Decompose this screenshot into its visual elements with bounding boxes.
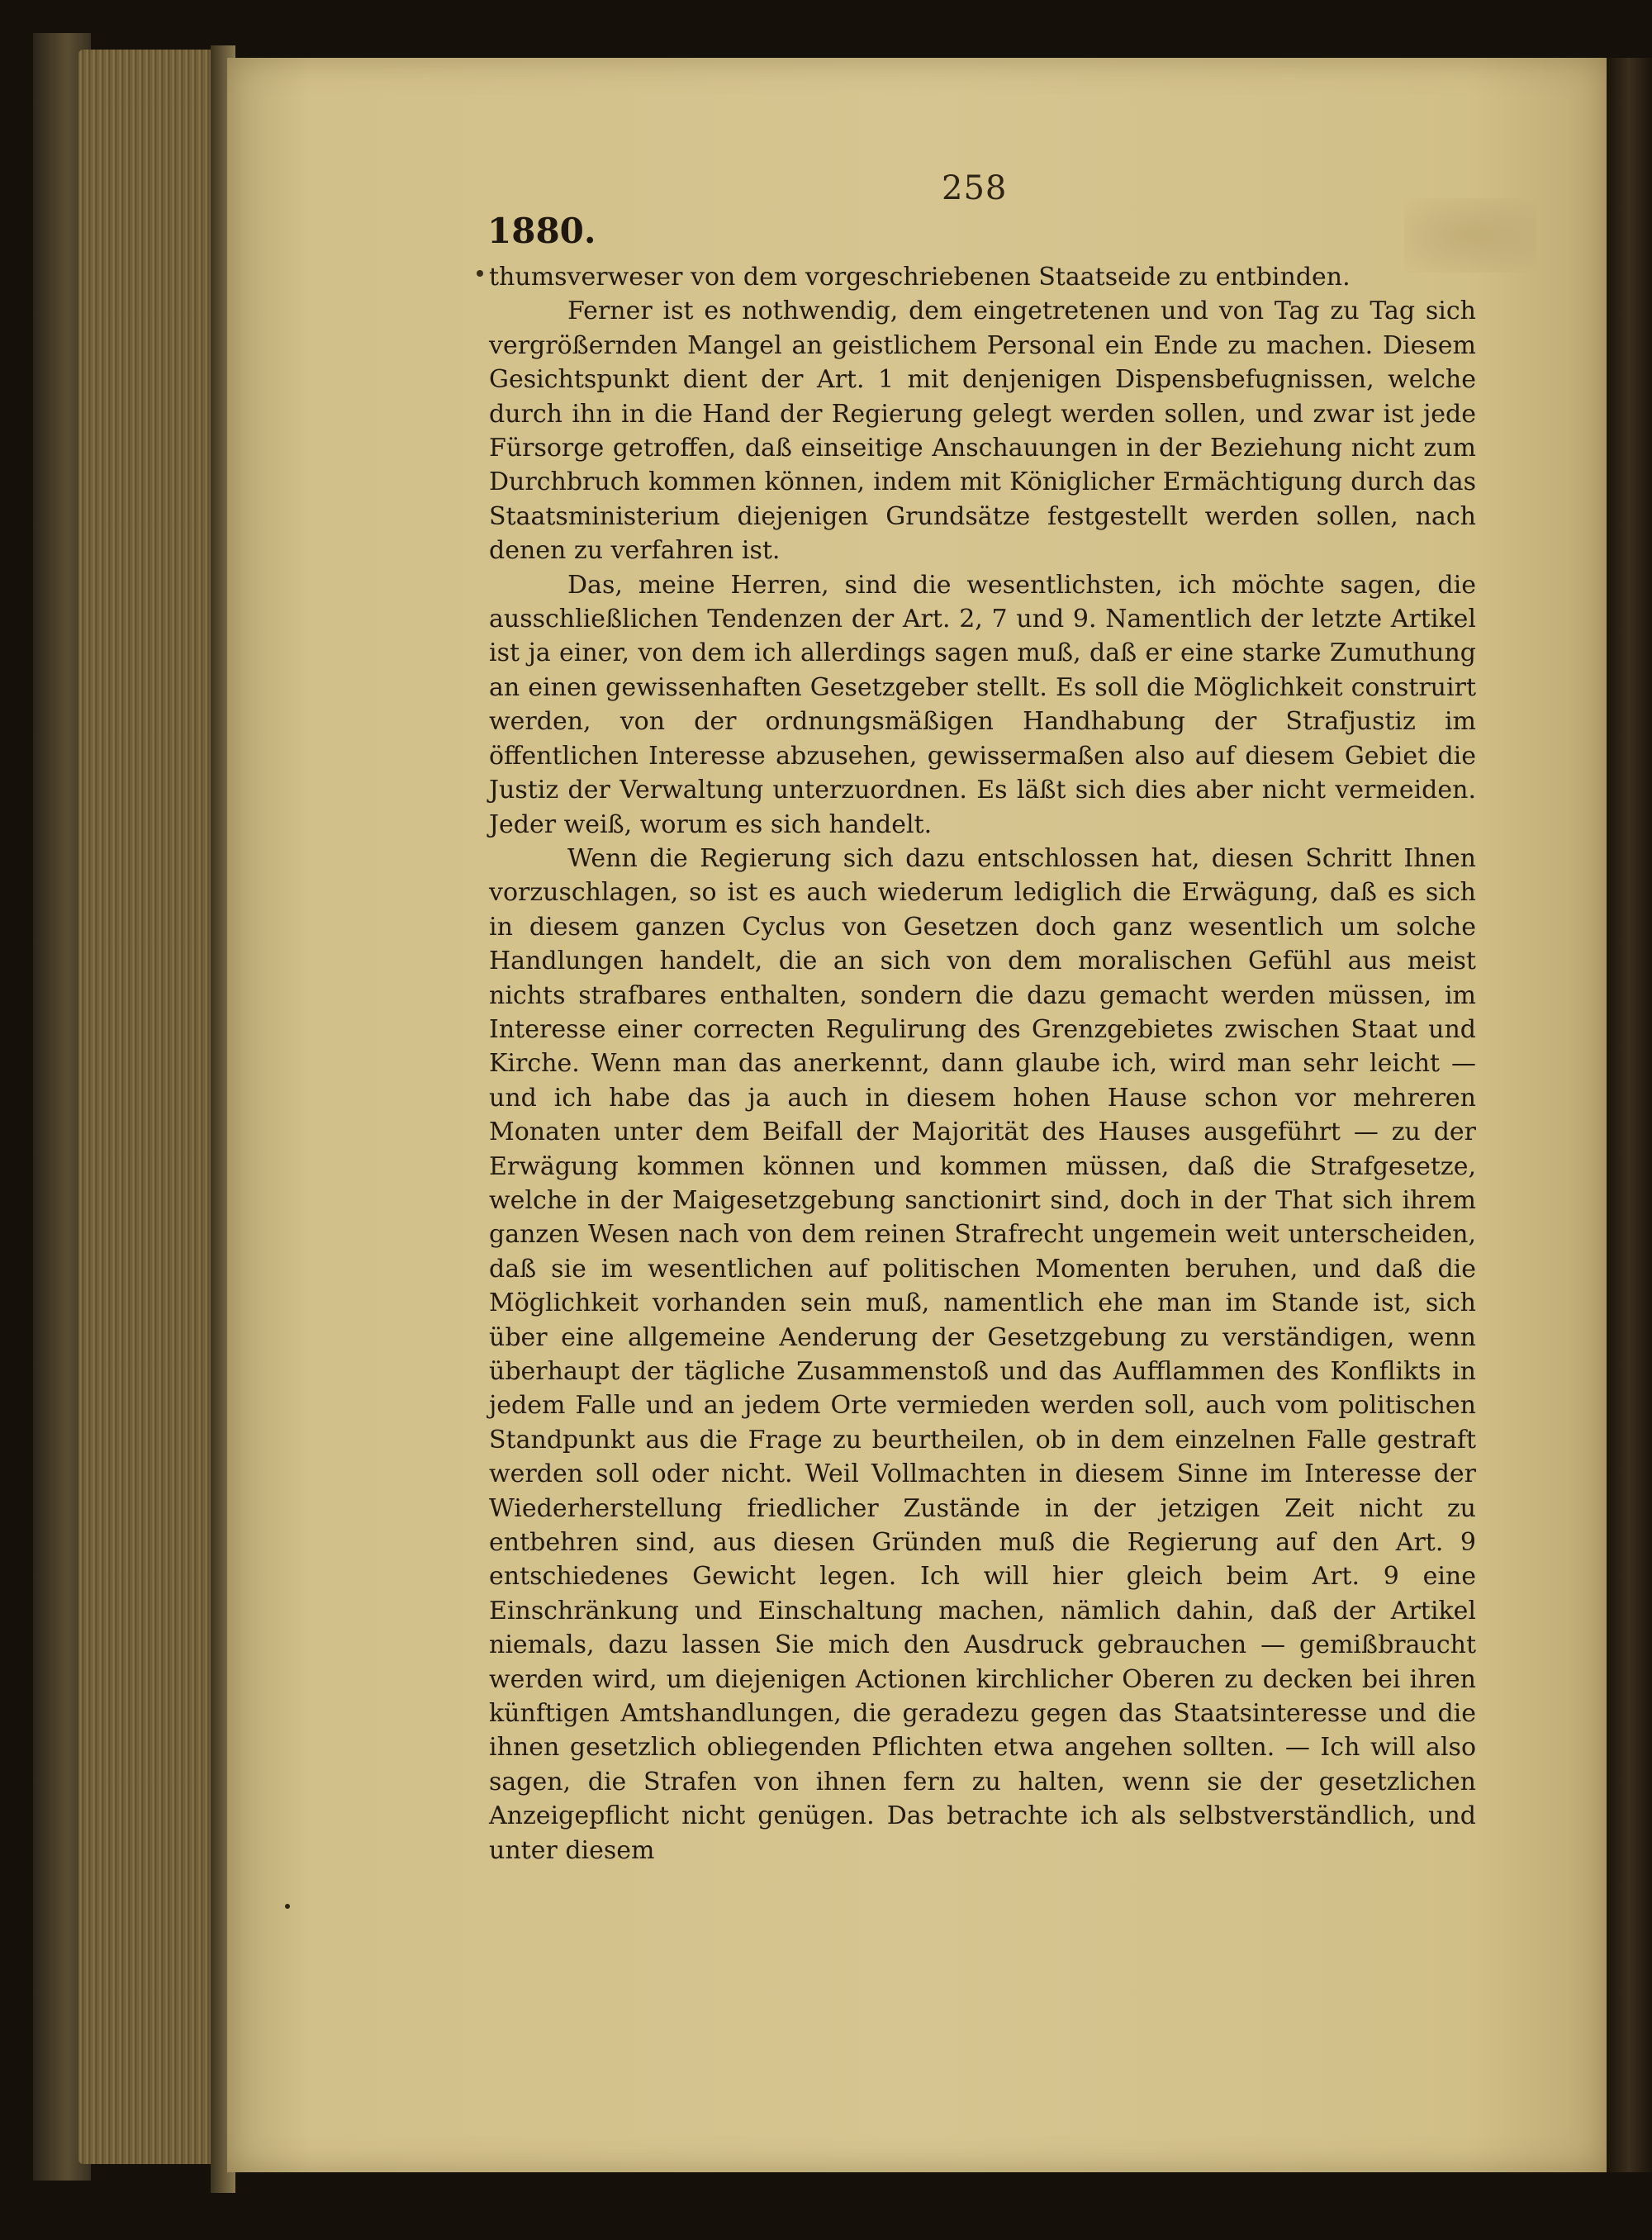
paragraph: Ferner ist es nothwendig, dem eingetretenen und von Tag zu Tag sich vergrößernden Mangel an geistlichem Personal ein Ende zu machen. Diesem Gesichtspunkt dient der Art. 1 mit denjenigen Dispensbefugnissen, welche durch ihn in die Hand der Regierung gelegt werden sollen, und zwar ist jede Fürsorge getroffen, daß einseitige Anschauungen in der Beziehung nicht zum Durchbruch kommen können, indem mit Königlicher Ermächtigung durch das Staatsministerium diejenigen Grundsätze festgestellt werden sollen, nach denen zu verfahren ist.: [489, 297, 1476, 566]
year-heading: 1880.: [487, 211, 596, 251]
margin-dot: [477, 270, 483, 277]
book-page-edges: [78, 50, 219, 2164]
page-number: 258: [942, 169, 1008, 207]
margin-speck: [285, 1904, 290, 1909]
paragraph: Das, meine Herren, sind die wesentlichsten, ich möchte sagen, die ausschließlichen Tendenzen der Art. 2, 7 und 9. Namentlich der letzte Artikel ist ja einer, von dem ich allerdings sagen muß, daß er eine starke Zumuthung an einen gewissenhaften Gesetzgeber stellt. Es soll die Möglichkeit construirt werden, von der ordnungsmäßigen Handhabung der Strafjustiz im öffentlichen Interesse abzusehen, gewissermaßen also auf diesem Gebiet die Justiz der Verwaltung unterzuordnen. Es läßt sich dies aber nicht vermeiden. Jeder weiß, worum es sich handelt.: [489, 570, 1476, 839]
paragraph: thumsverweser von dem vorgeschriebenen Staatseide zu entbinden.: [489, 263, 1351, 292]
body-text: [489, 260, 1476, 1867]
facing-page-edge: [1607, 58, 1652, 2172]
paragraph: Wenn die Regierung sich dazu entschlossen hat, diesen Schritt Ihnen vorzuschlagen, so ist es auch wiederum lediglich die Erwägung, daß es sich in diesem ganzen Cyclus von Gesetzen doch ganz wesentlich um solche Handlungen handelt, die an sich von dem moralischen Gefühl aus meist nichts strafbares enthalten, sondern die dazu gemacht werden müssen, im Interesse einer correcten Regulirung des Grenzgebietes zwischen Staat und Kirche. Wenn man das anerkennt, dann glaube ich, wird man sehr leicht — und ich habe das ja auch in diesem hohen Hause schon vor mehreren Monaten unter dem Beifall der Majorität des Hauses ausgeführt — zu der Erwägung kommen können und kommen müssen, daß die Strafgesetze, welche in der Maigesetzgebung sanctionirt sind, doch in der That sich ihrem ganzen Wesen nach von dem reinen Strafrecht ungemein weit unterscheiden, daß sie im wesentlichen auf politischen Momenten beruhen, und daß die Möglichkeit vorhanden sein muß, namentlich ehe man im Stande ist, sich über eine allgemeine Aenderung der Gesetzgebung zu verständigen, wenn überhaupt der tägliche Zusammenstoß und das Aufflammen des Konflikts in jedem Falle und an jedem Orte vermieden werden soll, auch vom politischen Standpunkt aus die Frage zu beurtheilen, ob in dem einzelnen Falle gestraft werden soll oder nicht. Weil Vollmachten in diesem Sinne im Interesse der Wiederherstellung friedlicher Zustände in der jetzigen Zeit nicht zu entbehren sind, aus diesen Gründen muß die Regierung auf den Art. 9 entschiedenes Gewicht legen. Ich will hier gleich beim Art. 9 eine Einschränkung und Einschaltung machen, nämlich dahin, daß der Artikel niemals, dazu lassen Sie mich den Ausdruck gebrauchen — gemißbraucht werden wird, um diejenigen Actionen kirchlicher Oberen zu decken bei ihren künftigen Amtshandlungen, die geradezu gegen das Staatsinteresse und die ihnen gesetzlich obliegenden Pflichten etwa angehen sollten. — Ich will also sagen, die Strafen von ihnen fern zu halten, wenn sie der gesetzlichen Anzeigepflicht nicht genügen. Das betrachte ich als selbstverständlich, und unter diesem: [489, 843, 1476, 1865]
